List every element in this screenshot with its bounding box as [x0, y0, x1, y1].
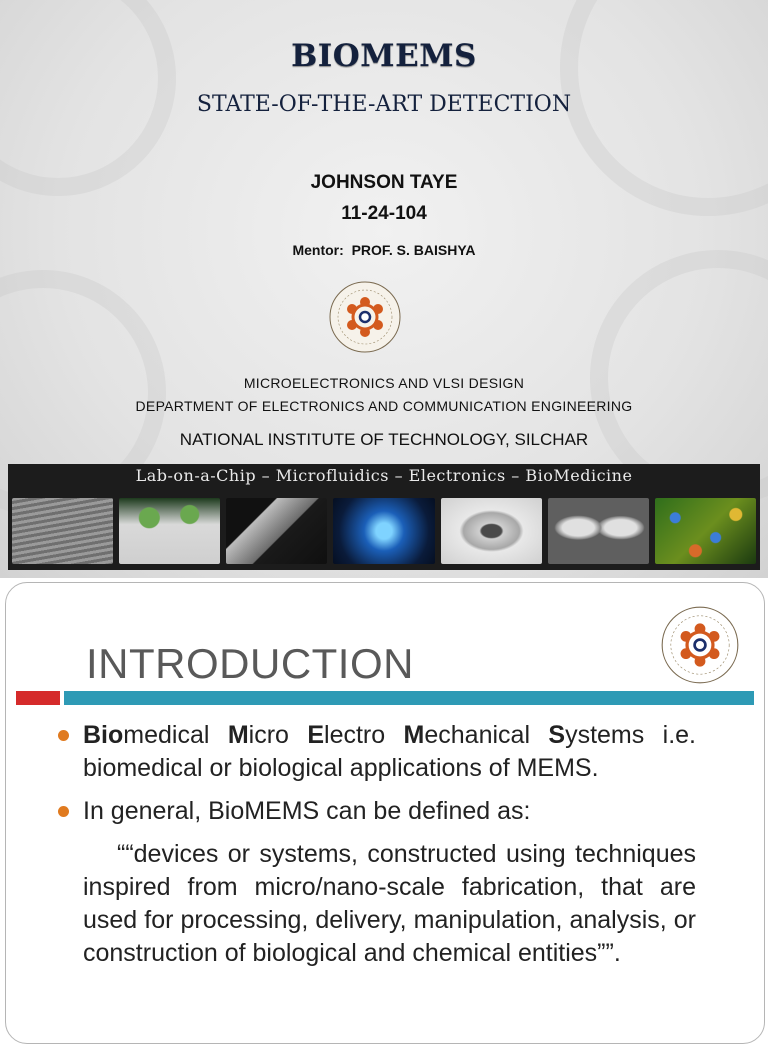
slide-heading: INTRODUCTION	[86, 640, 414, 687]
bullet-text: medical	[123, 721, 228, 749]
roll-number: 11-24-104	[341, 203, 427, 224]
bullet-text: lectro	[324, 721, 404, 749]
image-banner	[8, 464, 760, 570]
institute-logo	[660, 605, 740, 685]
micro-pillars-image	[548, 498, 649, 564]
banner-caption: Lab-on-a-Chip – Microfluidics – Electronics – BioMedicine	[135, 466, 633, 485]
bold-letters: M	[227, 721, 249, 749]
bullet-dot-icon	[58, 806, 69, 817]
stained-cells-image	[655, 498, 756, 564]
author-name: JOHNSON TAYE	[310, 172, 458, 193]
accent-bar-red	[16, 691, 60, 705]
micro-structure-image	[226, 498, 327, 564]
cell-embryo-image	[441, 498, 542, 564]
accent-bar-blue	[64, 691, 754, 705]
nit-emblem-icon	[660, 605, 740, 685]
definition-quote: ““devices or systems, constructed using techniques inspired from micro/nano-scale fabrication, that are used for processing, delivery, manipulation, analysis, or construction of biological and chemical entities””.	[83, 840, 696, 967]
slide-title: BIOMEMS	[291, 38, 477, 74]
nit-emblem-icon	[328, 280, 402, 354]
bullet-text: In general, BioMEMS can be defined as:	[83, 797, 531, 825]
bullet-item	[56, 719, 696, 785]
bold-letters: E	[307, 721, 325, 749]
mentor-label: Mentor:	[292, 242, 344, 258]
bullet-dot-icon	[58, 730, 69, 741]
institute-name: NATIONAL INSTITUTE OF TECHNOLOGY, SILCHAR	[179, 430, 589, 449]
bullet-list	[56, 719, 696, 970]
department-line-2: DEPARTMENT OF ELECTRONICS AND COMMUNICATION ENGINEERING	[135, 398, 633, 414]
mentor-line	[0, 242, 768, 258]
introduction-slide	[5, 582, 765, 1044]
bullet-text: ystems i.e. biomedical or biological applications of MEMS.	[83, 721, 696, 782]
institute-logo	[328, 280, 402, 354]
department-line-1: MICROELECTRONICS AND VLSI DESIGN	[243, 375, 525, 391]
bold-letters: S	[548, 721, 566, 749]
mentor-name: PROF. S. BAISHYA	[351, 242, 476, 258]
bullet-item	[56, 795, 696, 828]
glowing-chip-image	[333, 498, 434, 564]
microfluidic-chip-image	[119, 498, 220, 564]
slide-subtitle: STATE-OF-THE-ART DETECTION	[196, 92, 572, 117]
bullet-text: echanical	[424, 721, 549, 749]
bold-letters: Bio	[83, 721, 124, 749]
bullet-text: icro	[248, 721, 308, 749]
microchannel-micrograph-image	[12, 498, 113, 564]
bold-letters: M	[403, 721, 425, 749]
